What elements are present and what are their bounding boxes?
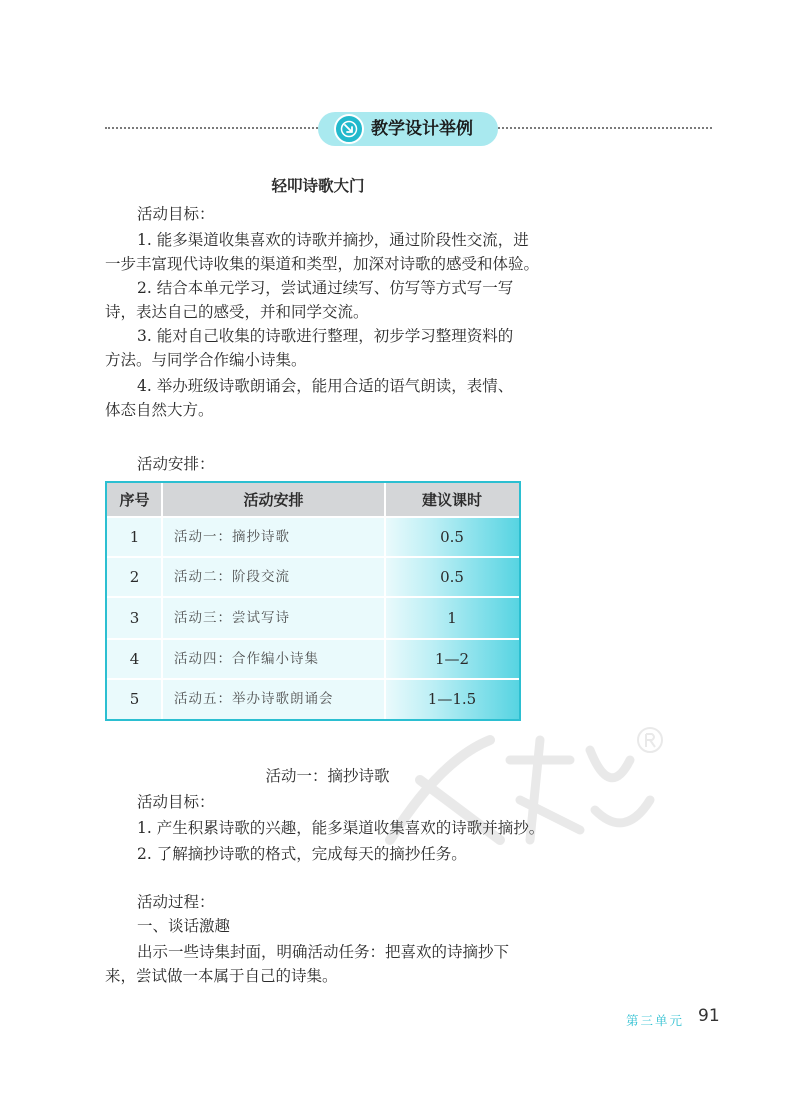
section-header-title: 教学设计举例 (371, 119, 473, 139)
arrangement-label: 活动安排： (137, 455, 215, 473)
activity1-step1-line1: 出示一些诗集封面，明确活动任务：把喜欢的诗摘抄下 (137, 943, 510, 961)
table-rule (107, 678, 519, 680)
row-hours: 0.5 (385, 517, 519, 557)
row-hours: 0.5 (385, 557, 519, 597)
table-row (107, 597, 519, 639)
row-activity: 活动五：举办诗歌朗诵会 (174, 691, 334, 707)
activity1-goal-2: 2. 了解摘抄诗歌的格式，完成每天的摘抄任务。 (137, 845, 467, 863)
activity1-step1-label: 一、谈话激趣 (137, 917, 231, 935)
row-activity: 活动一：摘抄诗歌 (174, 529, 290, 545)
row-number: 4 (129, 650, 140, 668)
table-row (107, 557, 519, 597)
table-rule (107, 556, 519, 558)
table-rule (107, 516, 519, 518)
publisher-watermark (380, 720, 670, 860)
goal-3-line-1: 3. 能对自己收集的诗歌进行整理，初步学习整理资料的 (137, 327, 514, 345)
activity1-goal-1: 1. 产生积累诗歌的兴趣，能多渠道收集喜欢的诗歌并摘抄。 (137, 819, 545, 837)
header-divider-left (105, 127, 318, 129)
row-hours: 1 (385, 597, 519, 639)
footer-unit-label: 第三单元 (626, 1013, 685, 1028)
table-rule (161, 483, 163, 719)
table-row (107, 679, 519, 719)
row-number: 2 (129, 568, 140, 586)
row-activity: 活动四：合作编小诗集 (174, 651, 319, 667)
header-divider-right (498, 127, 712, 129)
table-header-hours: 建议课时 (421, 491, 482, 509)
table-row (107, 517, 519, 557)
table-header-activity: 活动安排 (243, 491, 304, 509)
goal-1-line-1: 1. 能多渠道收集喜欢的诗歌并摘抄，通过阶段性交流，进 (137, 231, 529, 249)
activity1-title: 活动一：摘抄诗歌 (265, 767, 390, 785)
row-activity: 活动二：阶段交流 (174, 569, 290, 585)
arrow-down-right-icon (334, 114, 364, 144)
row-number: 3 (129, 609, 140, 627)
table-header-row (107, 483, 519, 517)
row-number: 5 (129, 690, 140, 708)
activity1-step1-line2: 来，尝试做一本属于自己的诗集。 (105, 967, 338, 985)
goal-1-line-2: 一步丰富现代诗收集的渠道和类型，加深对诗歌的感受和体验。 (105, 255, 540, 273)
row-number: 1 (129, 528, 140, 546)
activity1-goals-label: 活动目标： (137, 793, 215, 811)
row-hours: 1—2 (385, 639, 519, 679)
page-number: 91 (698, 1006, 720, 1026)
activity-table (105, 481, 521, 721)
lesson-title: 轻叩诗歌大门 (271, 177, 365, 195)
goal-3-line-2: 方法。与同学合作编小诗集。 (105, 351, 307, 369)
goal-2-line-1: 2. 结合本单元学习，尝试通过续写、仿写等方式写一写 (137, 279, 514, 297)
goals-label: 活动目标： (137, 205, 215, 223)
table-rule (107, 596, 519, 598)
row-activity: 活动三：尝试写诗 (174, 610, 290, 626)
table-header-number: 序号 (119, 491, 150, 509)
activity1-process-label: 活动过程： (137, 893, 215, 911)
row-hours: 1—1.5 (385, 679, 519, 719)
goal-4-line-2: 体态自然大方。 (105, 401, 214, 419)
goal-2-line-2: 诗，表达自己的感受，并和同学交流。 (105, 303, 369, 321)
table-rule (107, 638, 519, 640)
goal-4-line-1: 4. 举办班级诗歌朗诵会，能用合适的语气朗读，表情、 (137, 377, 514, 395)
table-rule (384, 483, 386, 719)
table-row (107, 639, 519, 679)
